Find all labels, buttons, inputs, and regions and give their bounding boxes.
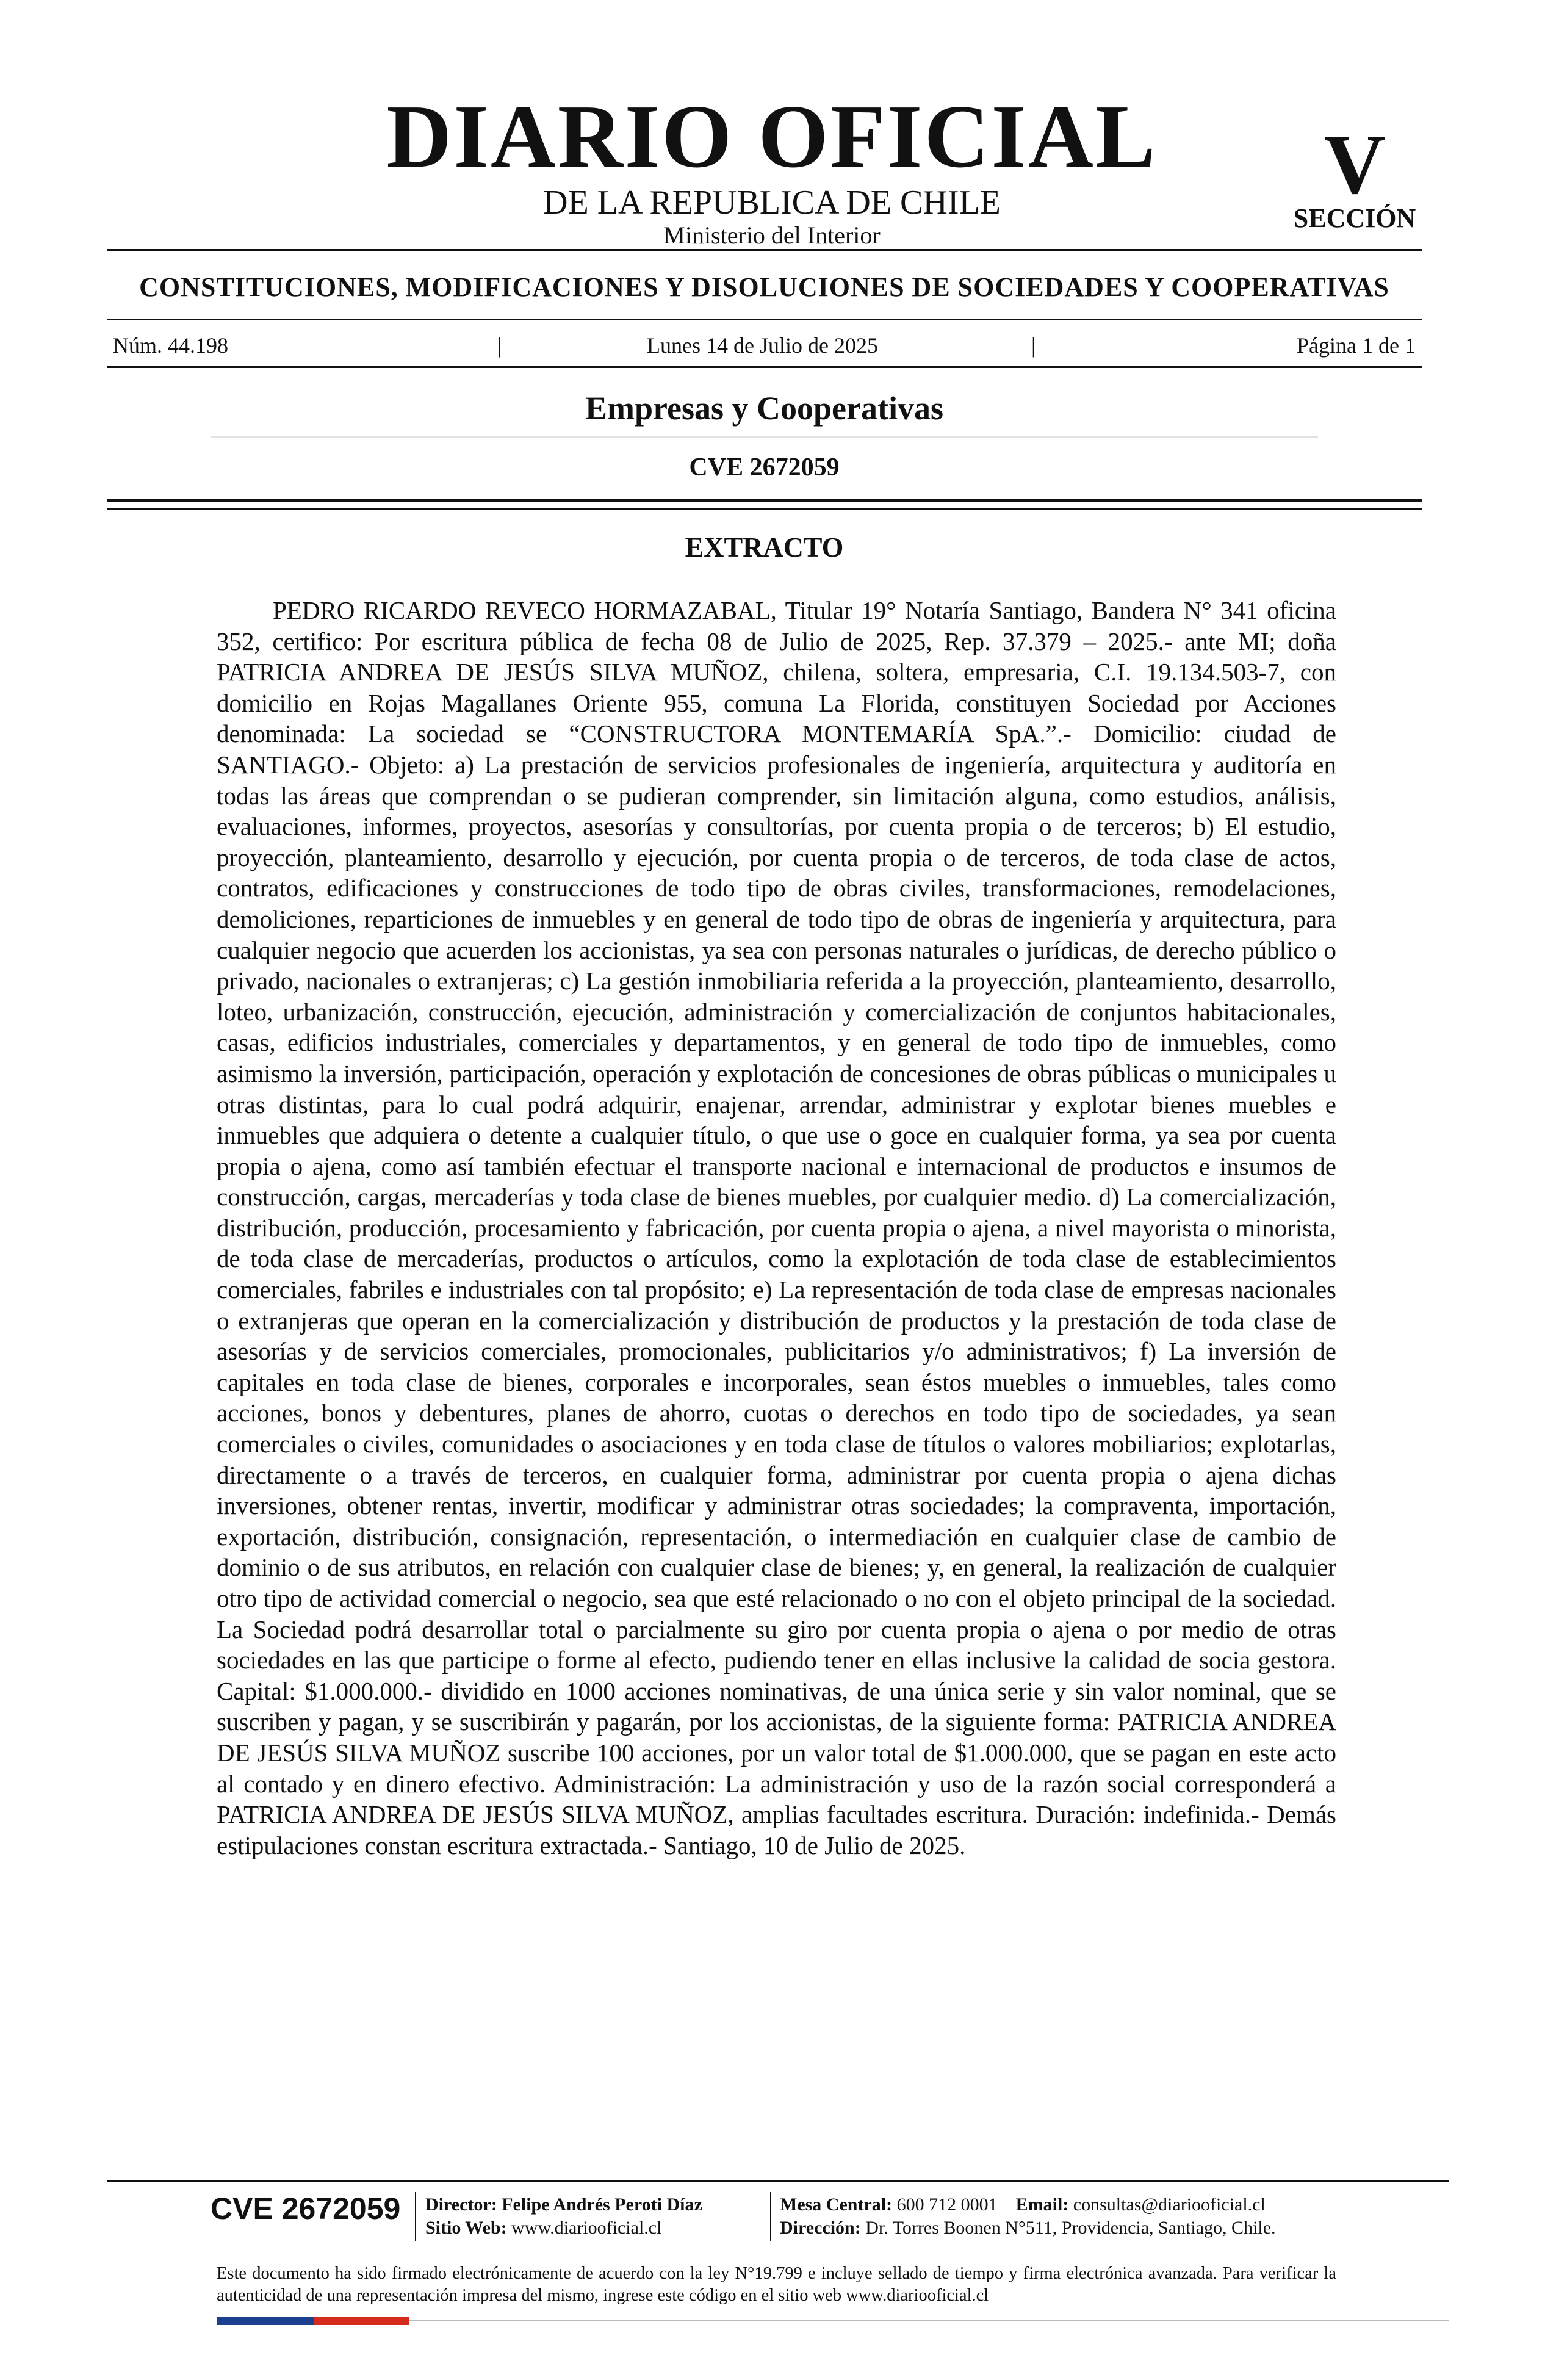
cve-code: CVE 2672059 — [689, 453, 840, 481]
extract-body: PEDRO RICARDO REVECO HORMAZABAL, Titular 19° Notaría Santiago, Bandera N° 341 oficina 352, certifico: Por escritura pública de fecha 08 de Julio de 2025, Rep. 37.379 – 2025.- ante MI; doña PATRICIA ANDREA DE JESÚS SILVA MUÑOZ, chilena, soltera, empresaria, C.I. 19.134.503-7, con domicilio en Rojas Magallanes Oriente 955, comuna La Florida, constituyen Sociedad por Acciones denominada: La sociedad se “CONSTRUCTORA MONTEMARÍA SpA.”.- Domicilio: ciudad de SANTIAGO.- Objeto: a) La prestación de servicios profesionales de ingeniería, arquitectura y auditoría en todas las áreas que comprendan o se pudieran comprender, sin limitación alguna, como estudios, análisis, evaluaciones, informes, proyectos, asesorías y consultorías, por cuenta propia o de terceros; b) El estudio, proyección, planteamiento, desarrollo y ejecución, por cuenta propia o de terceros, de toda clase de actos, contratos, edificaciones y construcciones de todo tipo de obras civiles, transformaciones, remodelaciones, demoliciones, reparticiones de inmuebles y en general de todo tipo de obras de ingeniería y arquitectura, para cualquier negocio que acuerden los accionistas, ya sea con personas naturales o jurídicas, de derecho público o privado, nacionales o extranjeras; c) La gestión inmobiliaria referida a la proyección, planteamiento, desarrollo, loteo, urbanización, construcción, ejecución, administración y comercialización de conjuntos habitacionales, casas, edificios industriales, comerciales y departamentos, y en general de todo tipo de inmuebles, como asimismo la inversión, participación, operación y explotación de concesiones de obras públicas o municipales u otras distintas, para lo cual podrá adquirir, enajenar, arrendar, administrar y explotar bienes muebles e inmuebles que adquiera o detente a cualquier título, o que use o goce en cualquier forma, ya sea por cuenta propia o ajena, como así también efectuar el transporte nacional e internacional de productos e insumos de construcción, cargas, mercaderías y toda clase de bienes muebles, por cualquier medio. d) La comercialización, distribución, producción, procesamiento y fabricación, por cuenta propia o ajena, a nivel mayorista o minorista, de toda clase de mercaderías, productos o artículos, como la explotación de toda clase de establecimientos comerciales, fabriles e industriales con tal propósito; e) La representación de toda clase de empresas nacionales o extranjeras que operan en la comercialización y distribución de productos y la prestación de toda clase de asesorías y de servicios comerciales, promocionales, publicitarios y/o administrativos; f) La inversión de capitales en toda clase de bienes, corporales e incorporales, sean éstos muebles o inmuebles, tales como acciones, bonos y debentures, planes de ahorro, cuotas o derechos en todo tipo de sociedades, ya sean comerciales o civiles, comunidades o asociaciones y en toda clase de títulos o valores mobiliarios; explotarlas, directamente o a través de terceros, en cualquier forma, administrar por cuenta propia o ajena dichas inversiones, obtener rentas, invertir, modificar y administrar otras sociedades; la compraventa, importación, exportación, distribución, consignación, representación, o intermediación en cualquier clase de cambio de dominio o de sus atributos, en relación con cualquier clase de bienes; y, en general, la realización de cualquier otro tipo de actividad comercial o negocio, sea que esté relacionado o no con el objeto principal de la sociedad. La Sociedad podrá desarrollar total o parcialmente su giro por cuenta propia o ajena o por medio de otras sociedades en las que participe o forme al efecto, pudiendo tener en ellas inclusive la calidad de socia gestora. Capital: $1.000.000.- dividido en 1000 acciones nominativas, de una única serie y sin valor nominal, que se suscriben y pagan, y se suscribirán y pagarán, por los accionistas, de la siguiente forma: PATRICIA ANDREA DE JESÚS SILVA MUÑOZ suscribe 100 acciones, por un valor total de $1.000.000, que se pagan en este acto al contado y en dinero efectivo. Administración: La administración y uso de la razón social corresponderá a PATRICIA ANDREA DE JESÚS SILVA MUÑOZ, amplias facultades escritura. Duración: indefinida.- Demás estipulaciones constan escritura extractada.- Santiago, 10 de Julio de 2025. — [217, 596, 1336, 1859]
newspaper-title: DIARIO OFICIAL — [386, 87, 1158, 187]
ministry-label: Ministerio del Interior — [663, 222, 881, 249]
phone-number: 600 712 0001 — [896, 2194, 998, 2215]
newspaper-subtitle: DE LA REPUBLICA DE CHILE — [543, 184, 1001, 222]
website-link[interactable]: www.diariooficial.cl — [511, 2218, 662, 2238]
address-text: Dr. Torres Boonen N°511, Providencia, Santiago, Chile. — [865, 2218, 1276, 2238]
footer-director-block — [425, 2193, 702, 2240]
section-title: Empresas y Cooperativas — [585, 390, 943, 427]
section-letter: V — [1324, 117, 1386, 212]
flag-stripe-blue — [217, 2317, 314, 2325]
issue-date: Lunes 14 de Julio de 2025 — [647, 333, 878, 358]
footer-divider — [770, 2192, 771, 2241]
footer-cve-code: CVE 2672059 — [211, 2191, 401, 2226]
flag-stripe-red — [314, 2317, 409, 2325]
footer-contact-block — [780, 2193, 1276, 2240]
section-badge — [1281, 117, 1428, 233]
double-rule-bottom — [107, 508, 1422, 510]
page-indicator: Página 1 de 1 — [1297, 333, 1416, 358]
website-label: Sitio Web: — [425, 2218, 507, 2238]
director-label: Director: — [425, 2194, 497, 2215]
phone-label: Mesa Central: — [780, 2194, 893, 2215]
info-separator: | — [497, 333, 502, 358]
section-label: SECCIÓN — [1293, 203, 1416, 233]
info-rule — [107, 366, 1422, 368]
issue-number: Núm. 44.198 — [113, 333, 228, 358]
director-name: Felipe Andrés Peroti Díaz — [502, 2194, 702, 2215]
email-link[interactable]: consultas@diariooficial.cl — [1073, 2194, 1266, 2215]
email-label: Email: — [1015, 2194, 1069, 2215]
flag-rule — [409, 2320, 1449, 2321]
document-heading: EXTRACTO — [685, 532, 844, 563]
signature-disclaimer: Este documento ha sido firmado electrónicamente de acuerdo con la ley N°19.799 e incluye sellado de tiempo y firma electrónica avanzada. Para verificar la autenticidad de una representación impresa del mismo, ingrese este código en el sitio web www.diariooficial.cl — [217, 2264, 1336, 2305]
issue-info-bar — [113, 333, 1416, 361]
footer-rule — [107, 2180, 1449, 2182]
address-label: Dirección: — [780, 2218, 861, 2238]
masthead-rule — [107, 249, 1422, 251]
double-rule-top — [107, 499, 1422, 502]
footer-divider — [415, 2192, 416, 2241]
category-heading: CONSTITUCIONES, MODIFICACIONES Y DISOLUCIONES DE SOCIEDADES Y COOPERATIVAS — [139, 272, 1389, 302]
category-rule — [107, 319, 1422, 320]
info-separator: | — [1031, 333, 1036, 358]
section-title-rule — [211, 436, 1318, 438]
